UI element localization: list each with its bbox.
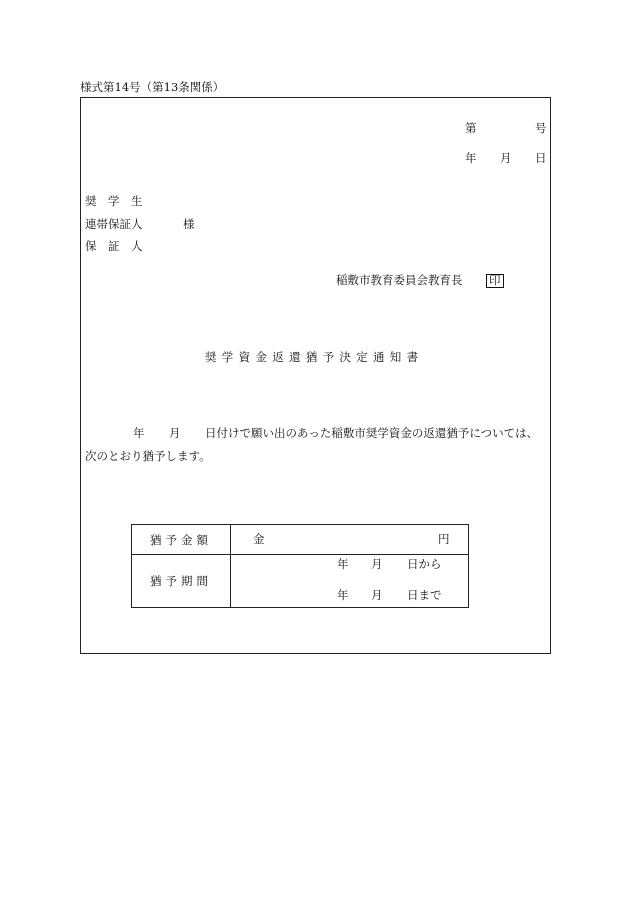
period-to-day: 日まで — [407, 588, 442, 602]
period-label: 猶予期間 — [132, 555, 231, 608]
amount-prefix: 金 — [253, 532, 265, 546]
period-row — [132, 555, 469, 608]
period-from-day: 日から — [407, 557, 442, 571]
date-day: 日 — [535, 151, 547, 165]
period-from-year: 年 — [337, 557, 349, 571]
amount-label: 猶予金額 — [132, 525, 231, 555]
deferment-table — [131, 524, 469, 608]
amount-row — [132, 525, 469, 555]
date-month: 月 — [500, 151, 512, 165]
form-number: 様式第14号（第13条関係） — [80, 80, 225, 94]
document-title: 奨学資金返還猶予決定通知書 — [205, 350, 424, 364]
recipient-joint-guarantor: 連帯保証人 — [85, 217, 143, 231]
doc-number-suffix: 号 — [535, 121, 547, 135]
body-year: 年 — [133, 426, 145, 440]
amount-cell — [231, 525, 469, 555]
amount-suffix: 円 — [438, 532, 450, 546]
recipient-honorific: 様 — [183, 217, 195, 231]
body-line2: 次のとおり猶予します。 — [85, 449, 211, 463]
recipient-scholar: 奨 学 生 — [85, 194, 143, 208]
period-to-year: 年 — [337, 588, 349, 602]
period-from-month: 月 — [371, 557, 383, 571]
body-month: 月 — [169, 426, 181, 440]
sender-title: 稲敷市教育委員会教育長 — [336, 273, 463, 287]
recipient-guarantor: 保 証 人 — [85, 239, 143, 253]
doc-number-prefix: 第 — [465, 121, 477, 135]
seal-mark: 印 — [486, 274, 504, 288]
period-to-month: 月 — [371, 588, 383, 602]
body-line1: 日付けで願い出のあった稲敷市奨学資金の返還猶予については、 — [205, 426, 539, 440]
date-year: 年 — [465, 151, 477, 165]
period-cell — [231, 555, 469, 608]
